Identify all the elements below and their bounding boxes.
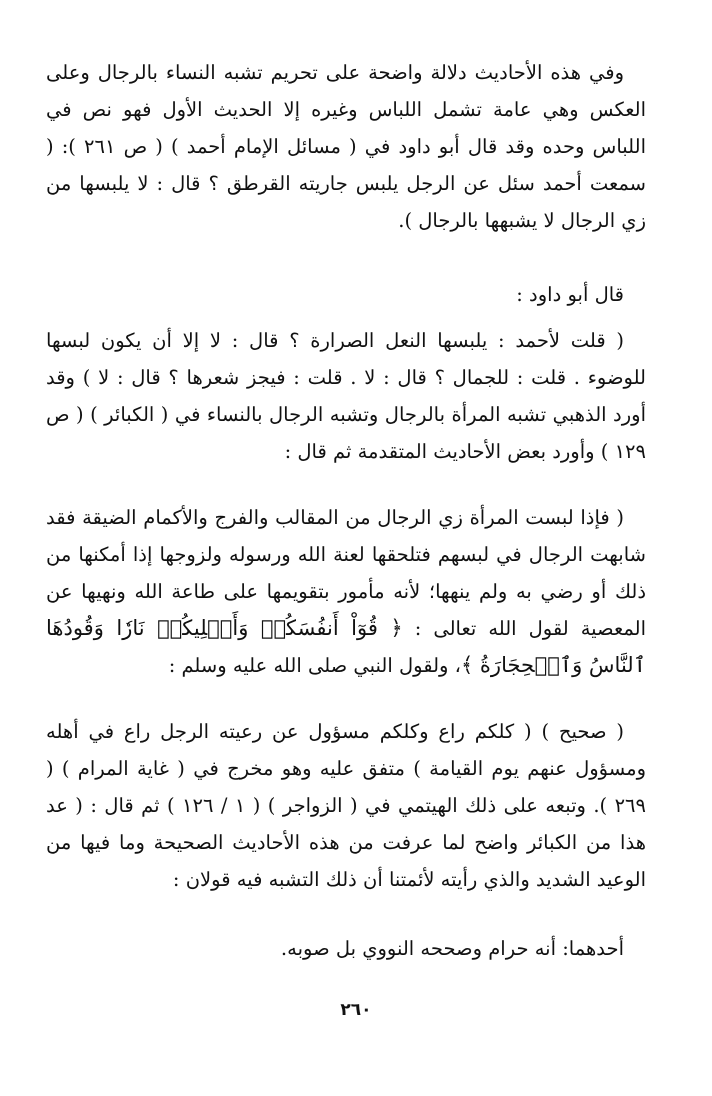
paragraph-5: ( صحيح ) ( كلكم راع وكلكم مسؤول عن رعيته الرجل راع في أهله ومسؤول عنهم يوم القيامة ) متفق عليه وهو مخرج في ( غاية المرام ) ( ٢٦٩ ). وتبعه على ذلك الهيتمي في ( الزواجر ) ( ١ / ١٢٦ ) ثم قال : ( عد هذا من الكبائر واضح لما عرفت من هذه الأحاديث الصحيحة وما فيها من الوعيد الشديد والذي رأيته لأئمتنا أن ذلك التشبه فيه قولان : bbox=[46, 720, 646, 891]
quran-verse: ﴿ قُوٓاْ أَنفُسَكُمۡ وَأَهۡلِيكُمۡ نَارٗا وَقُودُهَا ٱلنَّاسُ وَٱلۡحِجَارَةُ ﴾ bbox=[46, 616, 646, 677]
paragraph-4-text-after: ، ولقول النبي صلى الله عليه وسلم : bbox=[168, 654, 461, 677]
paragraph-6: أحدهما: أنه حرام وصححه النووي بل صوبه. bbox=[280, 937, 624, 960]
paragraph-4 bbox=[46, 499, 646, 684]
paragraph-4-text-before: ( فإذا لبست المرأة زي الرجال من المقالب والفرج والأكمام الضيقة فقد شابهت الرجال في لبسهم فتلحقها لعنة الله ورسوله ولزوجها إذا أمكنها من ذلك أو رضي به ولم ينهها؛ لأنه مأمور بتقويمها على طاعة الله ونهيها عن المعصية لقول الله تعالى : bbox=[46, 506, 646, 640]
page-number: ٢٦٠ bbox=[340, 1000, 372, 1020]
paragraph-1: وفي هذه الأحاديث دلالة واضحة على تحريم تشبه النساء بالرجال وعلى العكس وهي عامة تشمل اللباس وغيره إلا الحديث الأول فهو نص في اللباس وحده وقد قال أبو داود في ( مسائل الإمام أحمد ) ( ص ٢٦١ ): ( سمعت أحمد سئل عن الرجل يلبس جاريته القرطق ؟ قال : لا يلبسها من زي الرجال لا يشبهها بالرجال ). bbox=[46, 61, 646, 232]
paragraph-3: ( قلت لأحمد : يلبسها النعل الصرارة ؟ قال : لا إلا أن يكون لبسها للوضوء . قلت : للجمال ؟ قال : لا . قلت : فيجز شعرها ؟ قال : لا ) وقد أورد الذهبي تشبه المرأة بالرجال وتشبه الرجال بالنساء في ( الكبائر ) ( ص ١٢٩ ) وأورد بعض الأحاديث المتقدمة ثم قال : bbox=[46, 329, 646, 463]
paragraph-2: قال أبو داود : bbox=[516, 283, 624, 306]
